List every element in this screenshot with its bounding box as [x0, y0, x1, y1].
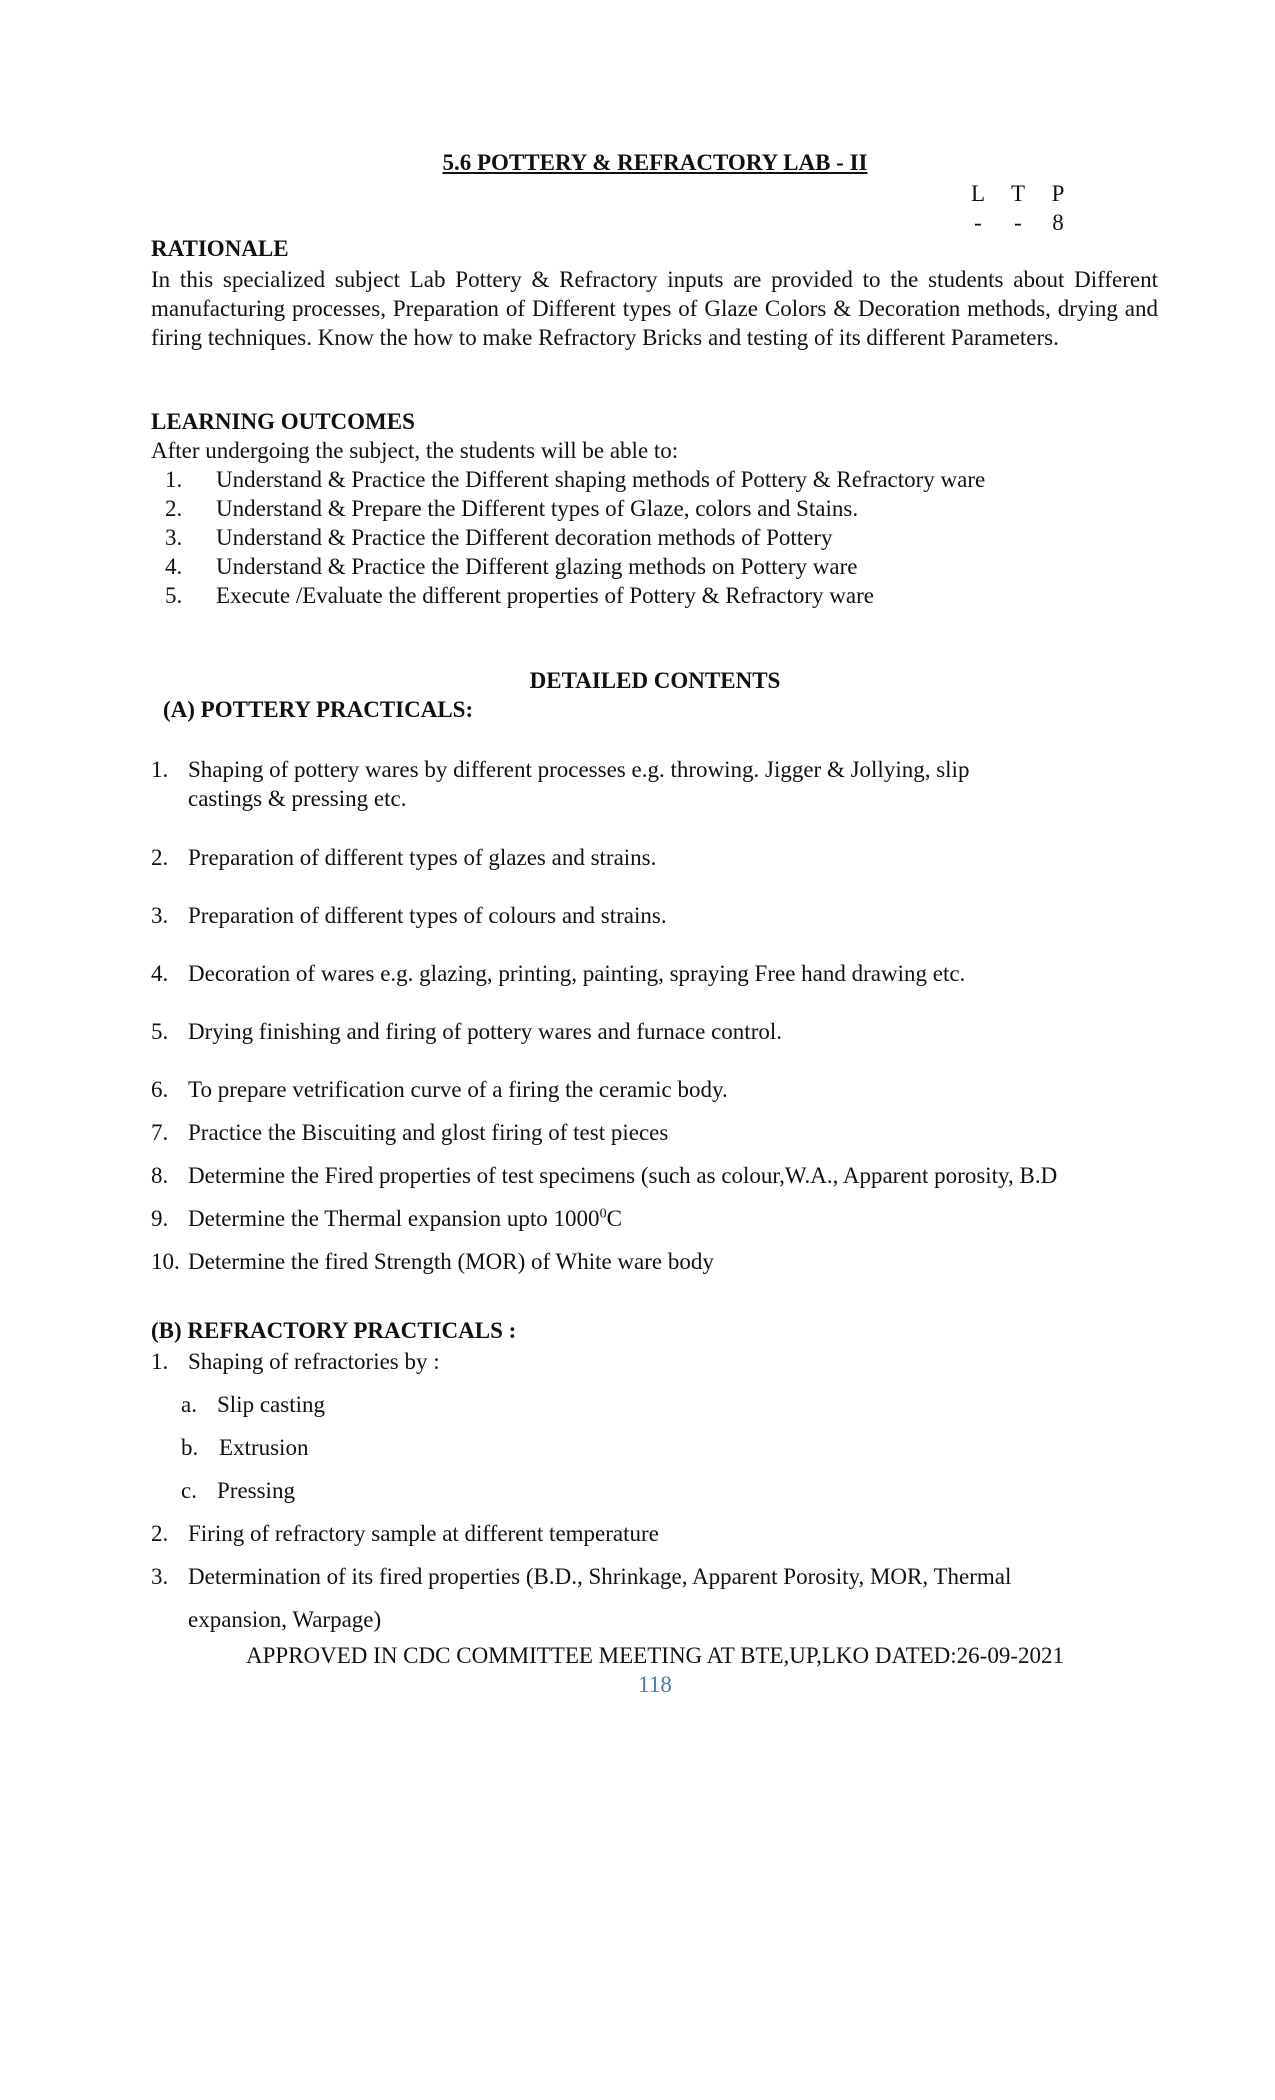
section-b-sub-text: Extrusion [219, 1435, 309, 1460]
section-a-number: 1. [151, 757, 169, 782]
outcome-item [165, 465, 182, 494]
ltp-header [968, 179, 1088, 208]
section-a-number: 4. [151, 961, 169, 986]
section-a-text-cont: castings & pressing etc. [188, 786, 407, 811]
section-b-sub-text: Pressing [217, 1478, 295, 1503]
section-a-number: 3. [151, 903, 169, 928]
section-a-number: 8. [151, 1163, 169, 1188]
outcome-item [165, 523, 182, 552]
ltp-values [968, 208, 1088, 237]
section-b-number: 2. [151, 1521, 169, 1546]
section-b-heading: (B) REFRACTORY PRACTICALS : [151, 1318, 517, 1343]
ltp-p-value: 8 [1052, 210, 1064, 235]
outcome-text: Understand & Practice the Different glazing methods on Pottery ware [216, 554, 858, 579]
ltp-t-value: - [1014, 210, 1022, 235]
section-a-text: To prepare vetrification curve of a firing the ceramic body. [188, 1077, 728, 1102]
outcome-text: Execute /Evaluate the different properties of Pottery & Refractory ware [216, 583, 874, 608]
section-a-text-with-superscript [188, 1204, 622, 1233]
page-title [0, 150, 1275, 176]
outcome-number: 3. [165, 525, 183, 550]
section-a-text: Determine the fired Strength (MOR) of White ware body [188, 1249, 714, 1274]
ltp-t: T [1010, 181, 1026, 206]
page-number: 118 [638, 1672, 672, 1697]
section-b-sub-text: Slip casting [217, 1392, 325, 1417]
section-a-text: Shaping of pottery wares by different processes e.g. throwing. Jigger & Jollying, slip [188, 757, 970, 782]
outcome-item [165, 581, 182, 610]
section-a-number: 7. [151, 1120, 169, 1145]
outcome-number: 2. [165, 496, 183, 521]
section-b-text-cont: expansion, Warpage) [188, 1607, 382, 1632]
ltp-p: P [1051, 181, 1065, 206]
outcome-item [165, 552, 182, 581]
celsius-unit: C [606, 1206, 622, 1231]
section-a-number: 5. [151, 1019, 169, 1044]
section-a-heading: (A) POTTERY PRACTICALS: [163, 697, 474, 722]
section-a-text: Drying finishing and firing of pottery wares and furnace control. [188, 1019, 782, 1044]
section-a-number: 6. [151, 1077, 169, 1102]
outcome-text: Understand & Practice the Different decoration methods of Pottery [216, 525, 833, 550]
section-a-text: Preparation of different types of colours and strains. [188, 903, 667, 928]
section-a-text: Decoration of wares e.g. glazing, printing, painting, spraying Free hand drawing etc. [188, 961, 966, 986]
outcome-text: Understand & Practice the Different shaping methods of Pottery & Refractory ware [216, 467, 986, 492]
contents-heading: DETAILED CONTENTS [529, 668, 781, 693]
outcome-number: 5. [165, 583, 183, 608]
section-a-text: Determine the Fired properties of test specimens (such as colour,W.A., Apparent porosity, B.D [188, 1163, 1058, 1188]
outcome-text: Understand & Prepare the Different types of Glaze, colors and Stains. [216, 496, 859, 521]
page-title-text: 5.6 POTTERY & REFRACTORY LAB - II [442, 150, 868, 175]
section-b-number: 3. [151, 1564, 169, 1589]
section-a-text: Practice the Biscuiting and glost firing of test pieces [188, 1120, 669, 1145]
rationale-heading: RATIONALE [151, 236, 289, 261]
section-a-number: 2. [151, 845, 169, 870]
approval-footer: APPROVED IN CDC COMMITTEE MEETING AT BTE,UP,LKO DATED:26-09-2021 [246, 1643, 1064, 1668]
section-a-number: 10. [151, 1249, 180, 1274]
outcomes-heading: LEARNING OUTCOMES [151, 409, 415, 434]
section-b-sub-letter: b. [181, 1435, 199, 1460]
outcome-item [165, 494, 182, 523]
section-b-text: Firing of refractory sample at different temperature [188, 1521, 659, 1546]
outcome-number: 1. [165, 467, 183, 492]
section-a-number: 9. [151, 1206, 169, 1231]
outcomes-intro: After undergoing the subject, the students will be able to: [151, 438, 679, 463]
section-b-text: Determination of its fired properties (B.D., Shrinkage, Apparent Porosity, MOR, Thermal [188, 1564, 1012, 1589]
ltp-l: L [970, 181, 986, 206]
section-b-number: 1. [151, 1349, 169, 1374]
ltp-l-value: - [974, 210, 982, 235]
outcome-number: 4. [165, 554, 183, 579]
section-b-sub-letter: a. [181, 1392, 197, 1417]
rationale-text: In this specialized subject Lab Pottery & Refractory inputs are provided to the students about Different manufacturing processes, Preparation of Different types of Glaze Colors & Decoration methods, drying and firing techniques. Know the how to make Refractory Bricks and testing of its different Parameters. [151, 267, 1158, 350]
section-b-text: Shaping of refractories by : [188, 1349, 440, 1374]
section-a-text: Preparation of different types of glazes and strains. [188, 845, 657, 870]
degree-superscript: 0 [599, 1206, 607, 1222]
section-b-sub-letter: c. [181, 1478, 197, 1503]
thermal-expansion-text: Determine the Thermal expansion upto 1000 [188, 1206, 600, 1231]
